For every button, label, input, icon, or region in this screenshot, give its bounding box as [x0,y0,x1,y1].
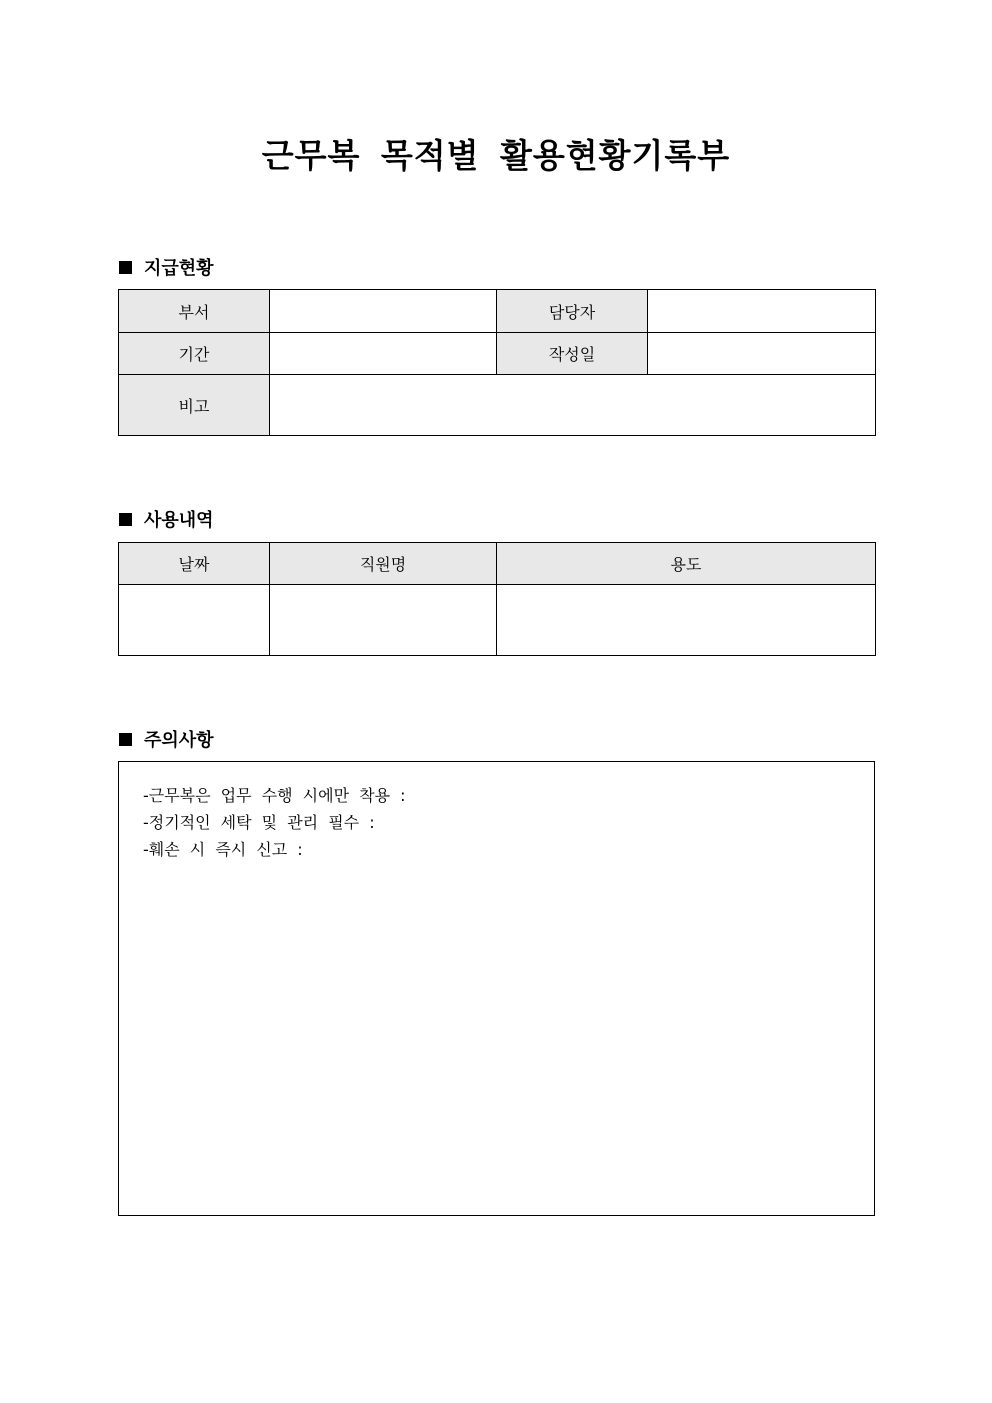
section-heading-usage [119,506,214,532]
square-bullet-icon [119,261,132,274]
date-label: 작성일 [497,333,648,375]
dept-field[interactable] [270,290,497,333]
remarks-field[interactable] [270,375,876,436]
list-item: -정기적인 세탁 및 관리 필수 : [143,813,375,832]
date-field[interactable] [648,333,876,375]
notes-list [119,762,874,863]
manager-label: 담당자 [497,290,648,333]
usage-purpose-cell[interactable] [497,585,876,656]
table-header-row [119,543,876,585]
remarks-label: 비고 [119,375,270,436]
period-label: 기간 [119,333,270,375]
column-header-date: 날짜 [119,543,270,585]
square-bullet-icon [119,513,132,526]
column-header-purpose: 용도 [497,543,876,585]
page-title: 근무복 목적별 활용현황기록부 [261,136,731,175]
list-item: -근무복은 업무 수행 시에만 착용 : [143,786,406,805]
section-heading-supply [119,254,214,280]
table-row [119,585,876,656]
usage-table [118,542,876,656]
table-row [119,290,876,333]
period-field[interactable] [270,333,497,375]
square-bullet-icon [119,733,132,746]
supply-table [118,289,876,436]
list-item: -훼손 시 즉시 신고 : [143,840,303,859]
section-heading-supply-label: 지급현황 [144,258,214,279]
section-heading-notes-label: 주의사항 [144,730,214,751]
usage-employee-cell[interactable] [270,585,497,656]
usage-date-cell[interactable] [119,585,270,656]
table-row [119,333,876,375]
dept-label: 부서 [119,290,270,333]
section-heading-notes [119,726,214,752]
notes-box[interactable] [118,761,875,1216]
section-heading-usage-label: 사용내역 [144,510,214,531]
column-header-employee: 직원명 [270,543,497,585]
table-row [119,375,876,436]
manager-field[interactable] [648,290,876,333]
